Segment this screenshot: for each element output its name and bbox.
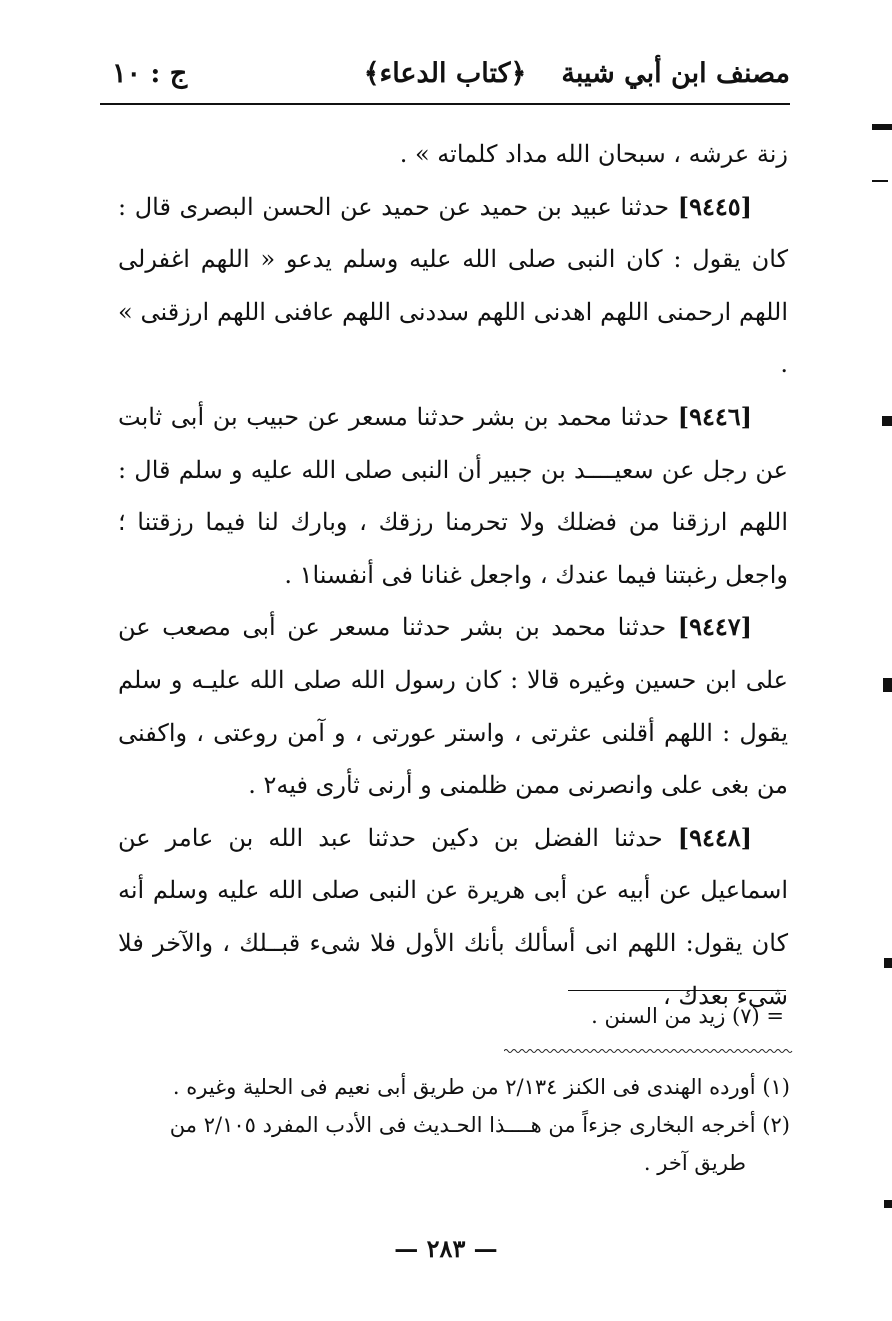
hadith-number: [٩٤٤٦] xyxy=(677,401,752,431)
book-title: مصنف ابن أبي شيبة xyxy=(561,58,790,89)
footnote-continuation: = (٧) زيد من السنن . xyxy=(591,1004,784,1028)
hadith-text: حدثنا محمد بن بشر حدثنا مسعر عن حبيب بن أبى ثابت عن رجل عن سعيــــد بن جبير أن النبى صلى الله عليه و سلم قال : اللهم ارزقنا من فضلك ولا تحرمنا رزقك ، وبارك لنا فيما رزقتنا ؛ واجعل رغبتنا فيما عندك ، واجعل غنانا فى أنفسنا١ . xyxy=(118,402,788,589)
footnote-1: (١) أورده الهندى فى الكنز ٢/١٣٤ من طريق أبى نعيم فى الحلية وغيره . xyxy=(172,1075,790,1099)
footnotes xyxy=(110,1068,790,1182)
volume-number: ج : ١٠ xyxy=(112,58,188,89)
hadith-text: حدثنا محمد بن بشر حدثنا مسعر عن أبى مصعب عن على ابن حسين وغيره قالا : كان رسول الله صلى الله عليـه و سلم يقول : اللهم أقلنى عثرتى ، واستر عورتى ، و آمن روعتى ، واكفنى من بغى على وانصرنى ممن ظلمنى و أرنى ثأرى فيه٢ . xyxy=(118,613,788,800)
margin-mark xyxy=(872,124,892,130)
footnote-rule xyxy=(568,990,786,991)
margin-mark xyxy=(872,180,888,182)
wavy-divider xyxy=(504,1048,794,1054)
hadith-9445 xyxy=(118,181,788,391)
footnote-2: (٢) أخرجه البخارى جزءاً من هــــذا الحـديث فى الأدب المفرد ٢/١٠٥ من xyxy=(169,1113,790,1137)
footnote-2-continuation: طريق آخر . xyxy=(643,1151,746,1175)
page-header xyxy=(100,54,790,102)
hadith-number: [٩٤٤٨] xyxy=(677,822,753,852)
main-text xyxy=(118,128,788,1022)
hadith-9447 xyxy=(118,601,788,811)
chapter-title: ﴿كتاب الدعاء﴾ xyxy=(363,58,527,89)
hadith-text: حدثنا عبيد بن حميد عن حميد عن الحسن البصرى قال : كان يقول : كان النبى صلى الله عليه وسلم يدعو « اللهم اغفرلى اللهم ارحمنى اللهم اهدنى اللهم سددنى اللهم عافنى اللهم ارزقنى » . xyxy=(118,192,788,379)
hadith-text: حدثنا الفضل بن دكين حدثنا عبد الله بن عامر عن اسماعيل عن أبيه عن أبى هريرة عن النبى صلى الله عليه وسلم أنه كان يقول: اللهم انى أسألك بأنك الأول فلا شىء قبــلك ، والآخر فلا شىء بعدك ، xyxy=(118,823,788,1010)
margin-mark xyxy=(884,1200,892,1208)
margin-mark xyxy=(882,416,892,426)
paragraph-continuation: زنة عرشه ، سبحان الله مداد كلماته » . xyxy=(399,140,788,168)
hadith-number: [٩٤٤٧] xyxy=(677,612,753,642)
hadith-number: [٩٤٤٥] xyxy=(677,191,752,221)
margin-mark xyxy=(884,958,892,968)
margin-mark xyxy=(883,678,892,692)
hadith-9446 xyxy=(118,391,788,601)
header-rule xyxy=(100,103,790,105)
page-number: — ٢٨٣ — xyxy=(394,1234,498,1263)
